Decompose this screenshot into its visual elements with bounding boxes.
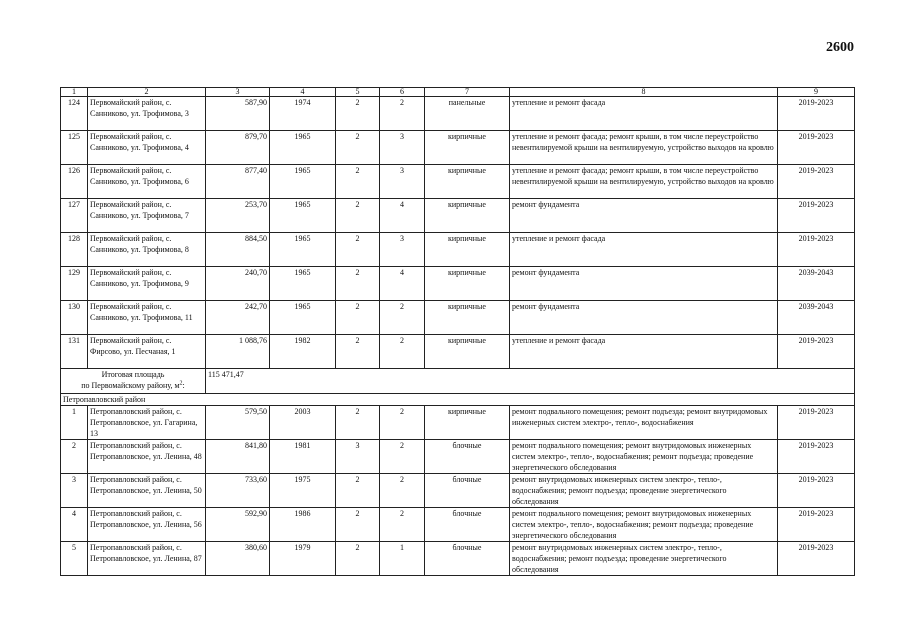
- period-cell: 2019-2023: [778, 474, 855, 508]
- table-row: [61, 508, 855, 542]
- column-header: 8: [510, 88, 778, 97]
- entrances-cell: 3: [380, 165, 425, 199]
- total-label: [61, 369, 206, 394]
- year-cell: 1975: [270, 474, 336, 508]
- total-label-line1: Итоговая площадь: [101, 370, 165, 379]
- row-number-cell: 5: [61, 542, 88, 576]
- wall-material-cell: кирпичные: [425, 301, 510, 335]
- year-cell: 1965: [270, 131, 336, 165]
- floors-cell: 2: [336, 131, 380, 165]
- year-cell: 1982: [270, 335, 336, 369]
- floors-cell: 3: [336, 440, 380, 474]
- table-row: [61, 131, 855, 165]
- area-cell: 253,70: [206, 199, 270, 233]
- entrances-cell: 3: [380, 233, 425, 267]
- year-cell: 1974: [270, 97, 336, 131]
- row-number-cell: 128: [61, 233, 88, 267]
- address-cell: Первомайский район, с. Санниково, ул. Трофимова, 6: [88, 165, 206, 199]
- wall-material-cell: блочные: [425, 440, 510, 474]
- wall-material-cell: панельные: [425, 97, 510, 131]
- year-cell: 1965: [270, 301, 336, 335]
- year-cell: 1979: [270, 542, 336, 576]
- table-row: [61, 97, 855, 131]
- address-cell: Первомайский район, с. Санниково, ул. Трофимова, 7: [88, 199, 206, 233]
- works-cell: ремонт подвального помещения; ремонт подъезда; ремонт внутридомовых инженерных систем электро-, тепло-, водоснабжения: [510, 406, 778, 440]
- wall-material-cell: кирпичные: [425, 335, 510, 369]
- wall-material-cell: кирпичные: [425, 233, 510, 267]
- row-number-cell: 124: [61, 97, 88, 131]
- year-cell: 1965: [270, 233, 336, 267]
- area-cell: 242,70: [206, 301, 270, 335]
- wall-material-cell: кирпичные: [425, 165, 510, 199]
- wall-material-cell: кирпичные: [425, 267, 510, 301]
- floors-cell: 2: [336, 406, 380, 440]
- column-header: 6: [380, 88, 425, 97]
- period-cell: 2019-2023: [778, 233, 855, 267]
- entrances-cell: 2: [380, 335, 425, 369]
- column-header: 5: [336, 88, 380, 97]
- table-row: [61, 301, 855, 335]
- period-cell: 2039-2043: [778, 301, 855, 335]
- entrances-cell: 4: [380, 199, 425, 233]
- area-cell: 733,60: [206, 474, 270, 508]
- area-cell: 380,60: [206, 542, 270, 576]
- entrances-cell: 2: [380, 440, 425, 474]
- works-cell: ремонт подвального помещения; ремонт внутридомовых инженерных систем электро-, тепло-, водоснабжения; ремонт подъезда; проведение энергетического обследования: [510, 508, 778, 542]
- column-header: 9: [778, 88, 855, 97]
- district-name: Петропавловский район: [61, 394, 855, 406]
- wall-material-cell: блочные: [425, 508, 510, 542]
- row-number-cell: 130: [61, 301, 88, 335]
- year-cell: 1965: [270, 267, 336, 301]
- wall-material-cell: блочные: [425, 542, 510, 576]
- period-cell: 2019-2023: [778, 406, 855, 440]
- column-number-row: [61, 88, 855, 97]
- year-cell: 1986: [270, 508, 336, 542]
- address-cell: Первомайский район, с. Санниково, ул. Трофимова, 3: [88, 97, 206, 131]
- row-number-cell: 125: [61, 131, 88, 165]
- works-cell: ремонт внутридомовых инженерных систем электро-, тепло-, водоснабжения; ремонт подъезда; проведение энергетического обследования: [510, 474, 778, 508]
- table-row: [61, 233, 855, 267]
- works-cell: ремонт фундамента: [510, 267, 778, 301]
- address-cell: Первомайский район, с. Санниково, ул. Трофимова, 9: [88, 267, 206, 301]
- floors-cell: 2: [336, 267, 380, 301]
- floors-cell: 2: [336, 542, 380, 576]
- address-cell: Петропавловский район, с. Петропавловское, ул. Ленина, 48: [88, 440, 206, 474]
- total-area-value: 115 471,47: [206, 369, 855, 394]
- period-cell: 2019-2023: [778, 335, 855, 369]
- works-cell: утепление и ремонт фасада: [510, 335, 778, 369]
- address-cell: Петропавловский район, с. Петропавловское, ул. Гагарина, 13: [88, 406, 206, 440]
- address-cell: Петропавловский район, с. Петропавловское, ул. Ленина, 56: [88, 508, 206, 542]
- area-cell: 877,40: [206, 165, 270, 199]
- column-header: 7: [425, 88, 510, 97]
- area-cell: 579,50: [206, 406, 270, 440]
- year-cell: 2003: [270, 406, 336, 440]
- period-cell: 2019-2023: [778, 97, 855, 131]
- period-cell: 2019-2023: [778, 440, 855, 474]
- area-cell: 1 088,76: [206, 335, 270, 369]
- row-number-cell: 4: [61, 508, 88, 542]
- period-cell: 2019-2023: [778, 508, 855, 542]
- floors-cell: 2: [336, 301, 380, 335]
- row-number-cell: 126: [61, 165, 88, 199]
- table-row: [61, 267, 855, 301]
- row-number-cell: 127: [61, 199, 88, 233]
- period-cell: 2039-2043: [778, 267, 855, 301]
- area-cell: 884,50: [206, 233, 270, 267]
- works-cell: ремонт фундамента: [510, 301, 778, 335]
- housing-registry-table: [60, 87, 855, 576]
- district-header-row: [61, 394, 855, 406]
- total-label-line2: по Первомайскому району, $м^2$:: [81, 380, 185, 390]
- entrances-cell: 2: [380, 301, 425, 335]
- address-cell: Первомайский район, с. Санниково, ул. Трофимова, 11: [88, 301, 206, 335]
- wall-material-cell: кирпичные: [425, 406, 510, 440]
- address-cell: Первомайский район, с. Фирсово, ул. Песчаная, 1: [88, 335, 206, 369]
- row-number-cell: 129: [61, 267, 88, 301]
- works-cell: ремонт подвального помещения; ремонт внутридомовых инженерных систем электро-, тепло-, водоснабжения; ремонт подъезда; проведение энергетического обследования: [510, 440, 778, 474]
- area-cell: 841,80: [206, 440, 270, 474]
- works-cell: ремонт внутридомовых инженерных систем электро-, тепло-, водоснабжения; ремонт подъезда; проведение энергетического обследования: [510, 542, 778, 576]
- area-cell: 879,70: [206, 131, 270, 165]
- entrances-cell: 4: [380, 267, 425, 301]
- area-cell: 240,70: [206, 267, 270, 301]
- table-row: [61, 165, 855, 199]
- table-row: [61, 440, 855, 474]
- year-cell: 1965: [270, 165, 336, 199]
- floors-cell: 2: [336, 474, 380, 508]
- column-header: 1: [61, 88, 88, 97]
- table-row: [61, 406, 855, 440]
- works-cell: ремонт фундамента: [510, 199, 778, 233]
- entrances-cell: 2: [380, 474, 425, 508]
- entrances-cell: 3: [380, 131, 425, 165]
- column-header: 4: [270, 88, 336, 97]
- table-body: [61, 88, 855, 576]
- entrances-cell: 2: [380, 508, 425, 542]
- works-cell: утепление и ремонт фасада; ремонт крыши, в том числе переустройство невентилируемой крыши на вентилируемую, устройство выходов на кровлю: [510, 165, 778, 199]
- works-cell: утепление и ремонт фасада; ремонт крыши, в том числе переустройство невентилируемой крыши на вентилируемую, устройство выходов на кровлю: [510, 131, 778, 165]
- row-number-cell: 2: [61, 440, 88, 474]
- floors-cell: 2: [336, 233, 380, 267]
- year-cell: 1965: [270, 199, 336, 233]
- entrances-cell: 2: [380, 406, 425, 440]
- district-total-row: [61, 369, 855, 394]
- table-row: [61, 199, 855, 233]
- floors-cell: 2: [336, 335, 380, 369]
- page-number: 2600: [826, 40, 854, 55]
- address-cell: Петропавловский район, с. Петропавловское, ул. Ленина, 50: [88, 474, 206, 508]
- floors-cell: 2: [336, 97, 380, 131]
- row-number-cell: 3: [61, 474, 88, 508]
- address-cell: Петропавловский район, с. Петропавловское, ул. Ленина, 87: [88, 542, 206, 576]
- floors-cell: 2: [336, 165, 380, 199]
- row-number-cell: 131: [61, 335, 88, 369]
- floors-cell: 2: [336, 199, 380, 233]
- wall-material-cell: блочные: [425, 474, 510, 508]
- table-row: [61, 474, 855, 508]
- period-cell: 2019-2023: [778, 199, 855, 233]
- address-cell: Первомайский район, с. Санниково, ул. Трофимова, 8: [88, 233, 206, 267]
- wall-material-cell: кирпичные: [425, 199, 510, 233]
- column-header: 2: [88, 88, 206, 97]
- column-header: 3: [206, 88, 270, 97]
- works-cell: утепление и ремонт фасада: [510, 233, 778, 267]
- row-number-cell: 1: [61, 406, 88, 440]
- entrances-cell: 1: [380, 542, 425, 576]
- floors-cell: 2: [336, 508, 380, 542]
- period-cell: 2019-2023: [778, 542, 855, 576]
- area-cell: 592,90: [206, 508, 270, 542]
- area-cell: 587,90: [206, 97, 270, 131]
- year-cell: 1981: [270, 440, 336, 474]
- entrances-cell: 2: [380, 97, 425, 131]
- period-cell: 2019-2023: [778, 165, 855, 199]
- wall-material-cell: кирпичные: [425, 131, 510, 165]
- works-cell: утепление и ремонт фасада: [510, 97, 778, 131]
- table-row: [61, 335, 855, 369]
- address-cell: Первомайский район, с. Санниково, ул. Трофимова, 4: [88, 131, 206, 165]
- table-row: [61, 542, 855, 576]
- period-cell: 2019-2023: [778, 131, 855, 165]
